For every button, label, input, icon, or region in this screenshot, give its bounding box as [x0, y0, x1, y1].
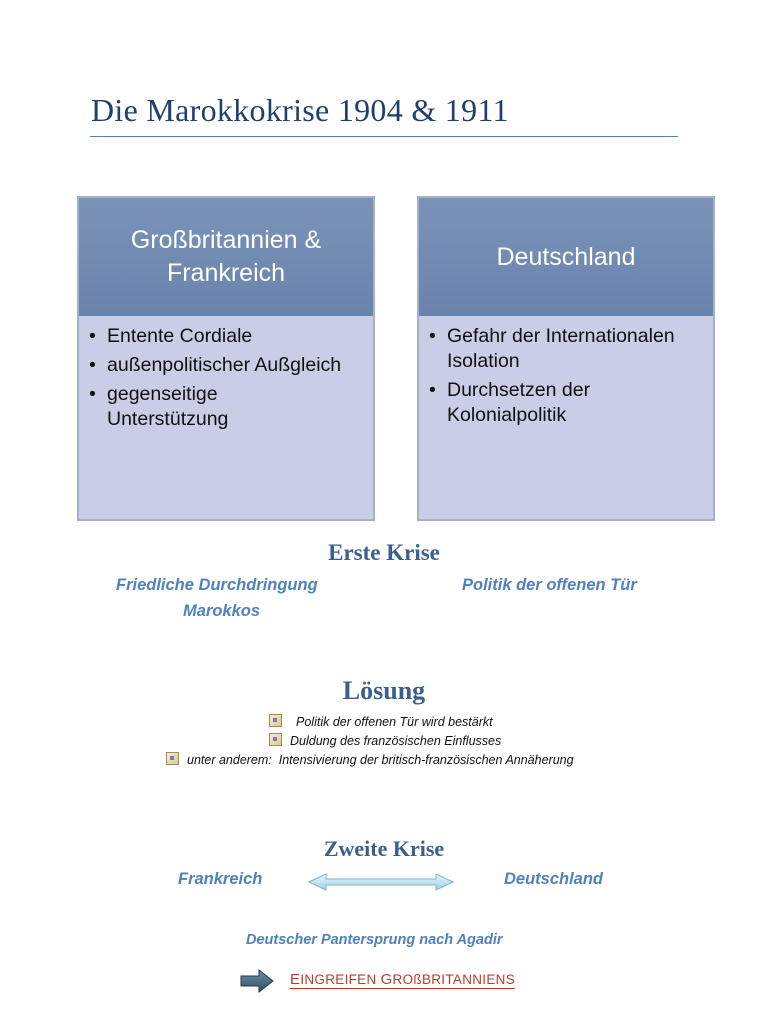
page-title: Die Marokkokrise 1904 & 1911 — [91, 92, 509, 128]
list-item: • gegenseitige Unterstützung — [89, 382, 257, 432]
loesung-item-3 — [166, 752, 574, 767]
box-deutschland — [417, 196, 715, 521]
zweite-krise-event: Deutscher Pantersprung nach Agadir — [246, 932, 503, 948]
loesung-item-text: unter anderem: Intensivierung der britisch-französischen Annäherung — [187, 753, 574, 767]
eingreifen-link[interactable] — [290, 971, 515, 989]
loesung-item-2 — [269, 733, 501, 748]
box-grossbritannien-frankreich — [77, 196, 375, 521]
loesung-item-text: Duldung des französischen Einflusses — [290, 734, 502, 748]
bullet-icon — [269, 714, 282, 727]
erste-krise-left-line1: Friedliche Durchdringung — [116, 576, 318, 594]
erste-krise-right: Politik der offenen Tür — [462, 576, 637, 594]
link-text-part2: ROßBRITANNIENS — [392, 972, 516, 987]
zweite-krise-left: Frankreich — [178, 870, 263, 888]
bullet-icon — [166, 752, 179, 765]
title-divider — [90, 136, 678, 137]
box-right-list — [429, 324, 703, 428]
link-char-e: E — [290, 971, 301, 988]
list-item: • Durchsetzen der Kolonialpolitik — [429, 378, 617, 428]
loesung-item-text: Politik der offenen Tür wird bestärkt — [296, 715, 493, 729]
link-char-g: G — [380, 971, 393, 988]
erste-krise-left-line2: Marokkos — [183, 602, 261, 620]
box-right-body — [419, 316, 713, 519]
loesung-item-1 — [269, 714, 493, 729]
box-left-body — [79, 316, 373, 519]
box-left-heading — [79, 198, 373, 316]
double-arrow-icon — [308, 873, 454, 891]
right-arrow-icon — [240, 969, 274, 993]
list-item: • außenpolitischer Außgleich — [89, 353, 363, 378]
box-left-heading-text: Großbritannien & Frankreich — [130, 226, 322, 287]
box-left-list — [89, 324, 363, 432]
zweite-krise-right: Deutschland — [504, 870, 604, 888]
list-item: • Entente Cordiale — [89, 324, 363, 349]
list-item: • Gefahr der Internationalen Isolation — [429, 324, 703, 374]
loesung-heading: Lösung — [342, 676, 426, 705]
box-right-heading — [419, 198, 713, 316]
erste-krise-heading: Erste Krise — [328, 540, 440, 565]
bullet-icon — [269, 733, 282, 746]
zweite-krise-heading: Zweite Krise — [323, 836, 445, 861]
link-text-part1: INGREIFEN — [300, 972, 381, 987]
box-right-heading-text: Deutschland — [496, 242, 636, 271]
